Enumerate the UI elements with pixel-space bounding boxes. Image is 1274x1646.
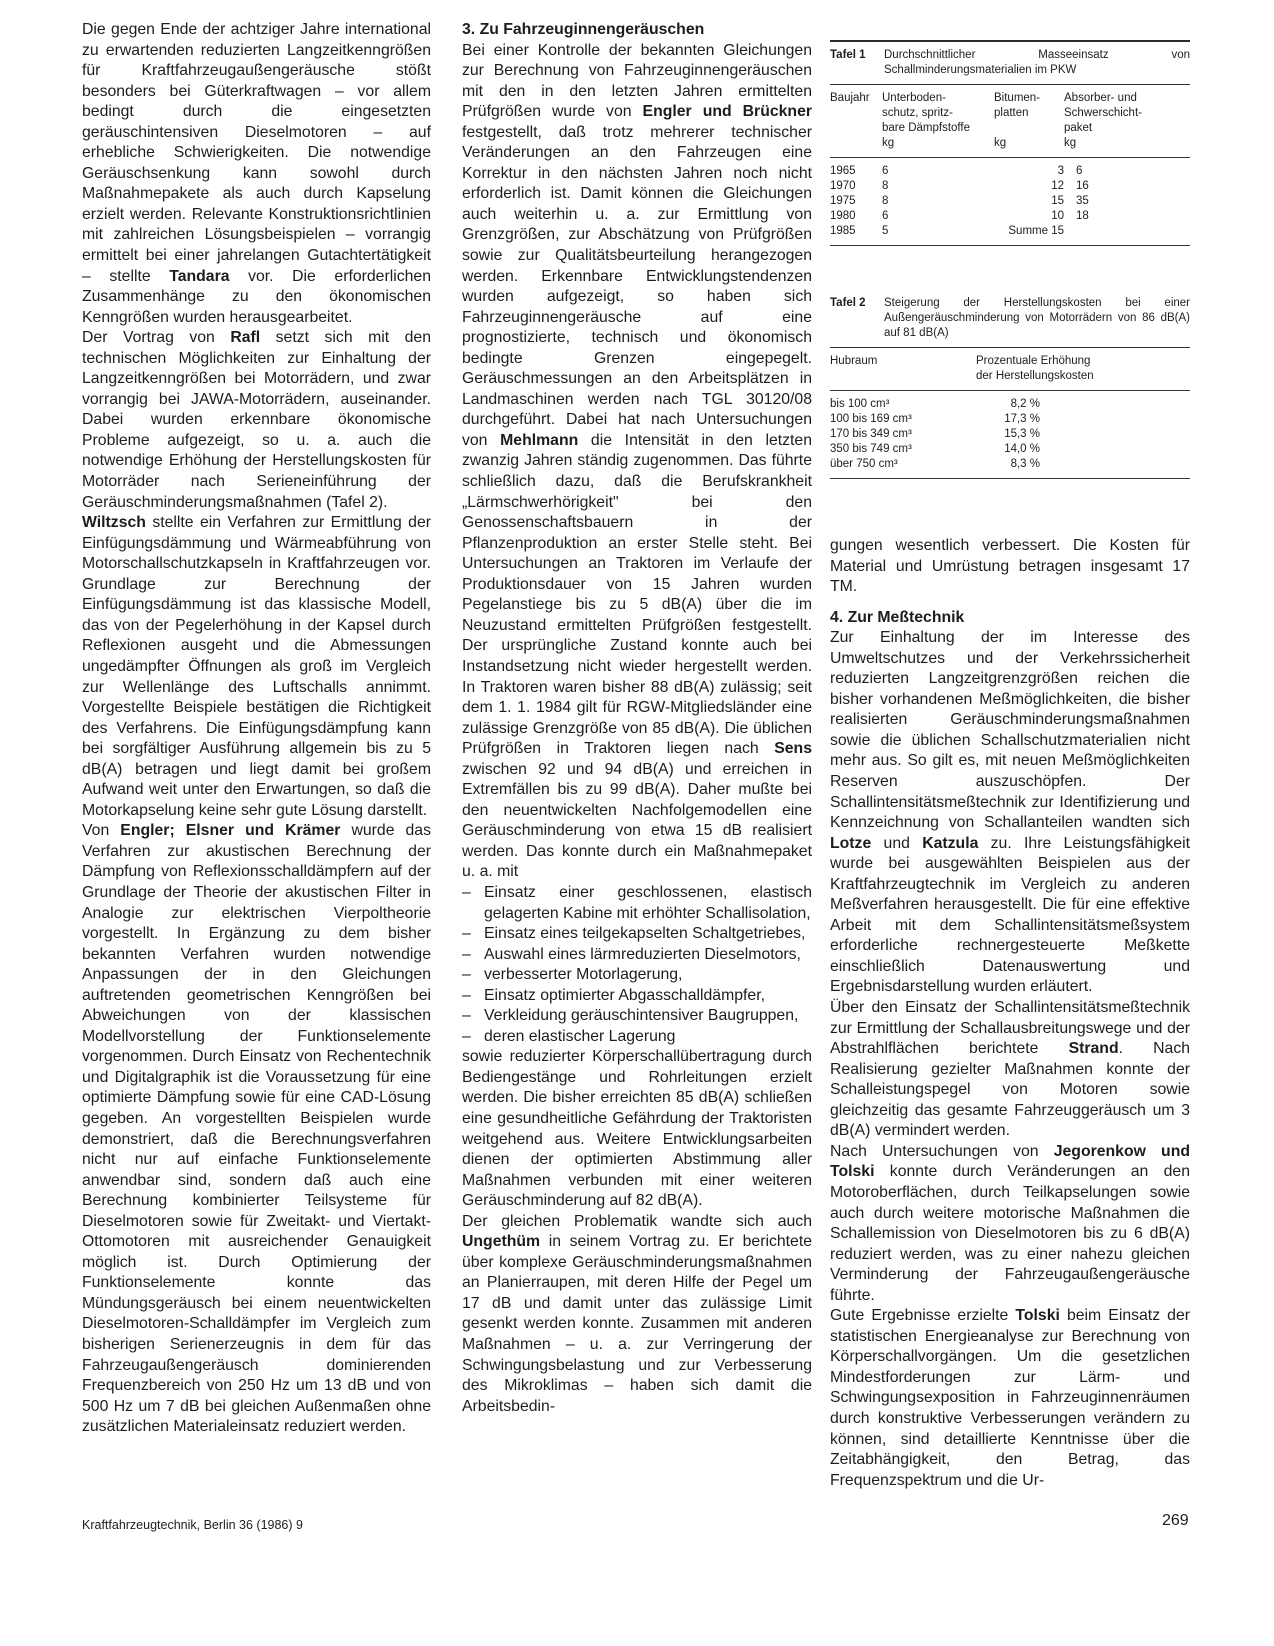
- page-number: 269: [1162, 1512, 1189, 1529]
- table-rule: [830, 157, 1190, 158]
- list-item: – Auswahl eines lärmreduzierten Dieselmotors,: [462, 945, 812, 966]
- list-item: – Verkleidung geräuschintensiver Baugruppen,: [462, 1006, 812, 1027]
- author-name: Jegorenkow und Tolski: [830, 1142, 1191, 1181]
- list-item: – verbesserter Motorlagerung,: [462, 965, 812, 986]
- paragraph: Wiltzsch stellte ein Verfahren zur Ermittlung der Einfügungsdämmung und Wärmeabführung von Motorschallschutzkapseln in Kraftfahrzeugen vor. Grundlage zur Berechnung der Einfügungsdämmung ist das klassische Modell, das von der Pegelerhöhung in der Kapsel durch Reflexionen ausgeht und die Abmessungen ungedämpfter Öffnungen als groß im Vergleich zur Wellenlänge des Luftschalls annimmt. Vorgestellte Beispiele bestätigen die Richtigkeit des Verfahrens. Die Einfügungsdämpfung kann bei sorgfältiger Ausführung allgemein bis zu 5 dB(A) betragen und liegt damit bei großem Aufwand weit unter den Erwartungen, so daß die Motorkapselung keine sehr gute Lösung darstellt.: [82, 514, 431, 819]
- author-name: Lotze: [830, 834, 872, 852]
- section-heading: 3. Zu Fahrzeuginnengeräuschen: [462, 21, 705, 38]
- author-name: Rafl: [230, 329, 261, 347]
- journal-footer: Kraftfahrzeugtechnik, Berlin 36 (1986) 9: [82, 1518, 303, 1532]
- author-name: Katzula: [922, 834, 979, 852]
- paragraph: sowie reduzierter Körperschallübertragung durch Bediengestänge und Rohrleitungen erzielt werden. Die bisher erreichten 85 dB(A) schließen eine gesundheitliche Gefährdung der Traktoristen weitgehend aus. Weitere Entwicklungsarbeiten dienen der optimierten Abstimmung aller Maßnahmen verbunden mit einer weiteren Geräuschminderung auf 82 dB(A).: [462, 1048, 812, 1210]
- table-row: über 750 cm³ 8,3 %: [830, 458, 1040, 470]
- column-header: Unterboden- schutz, spritz- bare Dämpfstoffe kg: [882, 92, 971, 149]
- table-row: 1985 5 Summe 15: [830, 225, 1064, 237]
- table: [830, 354, 1190, 384]
- table-row: 1975 8 15 35: [830, 195, 1089, 207]
- paragraph: gungen wesentlich verbessert. Die Kosten für Material und Umrüstung betragen insgesamt 17 TM.: [830, 537, 1190, 596]
- table-tafel-2: [830, 296, 1190, 485]
- table-label: Tafel 1: [830, 49, 866, 61]
- table-rule: [830, 245, 1190, 246]
- table-row: bis 100 cm³ 8,2 %: [830, 398, 1040, 410]
- author-name: Ungethüm: [462, 1233, 541, 1251]
- table-row: 1970 8 12 16: [830, 180, 1089, 192]
- paragraph: Über den Einsatz der Schallintensitätsmeßtechnik zur Ermittlung der Schallausbreitungswege und der Abstrahlflächen berichtete Strand. Nach Realisierung gezielter Maßnahmen konnte der Schalleistungspegel von Motoren sowie gleichzeitig das gesamte Fahrzeuggeräusch um 3 dB(A) vermindert werden.: [830, 999, 1191, 1140]
- table-header-row: [830, 91, 1190, 151]
- author-name: Engler; Elsner und Krämer: [120, 822, 341, 840]
- table-rule: [830, 40, 1190, 42]
- column-header: Baujahr: [830, 92, 870, 104]
- table-caption: [830, 48, 1190, 78]
- paragraph: Der Vortrag von Rafl setzt sich mit den technischen Möglichkeiten zur Einhaltung der Langzeitkenngrößen bei Motorrädern, und zwar vorrangig bei JAWA-Motorrädern, auseinander. Dabei wurden erkennbare ökonomische Probleme aufgezeigt, so u. a. auch die notwendige Erhöhung der Herstellungskosten für Motorräder nach Serieneinführung der Geräuschminderungsmaßnahmen (Tafel 2).: [82, 329, 431, 511]
- column-header: Prozentuale Erhöhung der Herstellungskosten: [976, 355, 1094, 382]
- author-name: Sens: [774, 740, 812, 758]
- table-header-row: [830, 354, 1190, 384]
- table-caption-text: Durchschnittlicher Masseeinsatz von Schallminderungsmaterialien im PKW: [884, 49, 1190, 76]
- table-body: [830, 397, 1190, 472]
- text-column-2: [462, 20, 812, 1417]
- table-rule: [830, 347, 1190, 348]
- author-name: Tolski: [1015, 1307, 1060, 1325]
- table-body: [830, 164, 1190, 239]
- paragraph: Nach Untersuchungen von Jegorenkow und Tolski konnte durch Veränderungen an den Motoroberflächen, durch Teilkapselungen sowie auch durch weitere motorische Maßnahmen die Schallemission von Dieselmotoren bis zu 6 dB(A) reduziert werden, was zu einer nahezu gleichen Verminderung der Fahrzeugaußengeräusche führte.: [830, 1142, 1191, 1304]
- paragraph: Der gleichen Problematik wandte sich auch Ungethüm in seinem Vortrag zu. Er berichtete über komplexe Geräuschminderungsmaßnahmen an Planierraupen, mit deren Hilfe der Pegel um 17 dB und damit unter das zulässige Limit gesenkt werden konnte. Zusammen mit anderen Maßnahmen – u. a. zur Verringerung der Schwingungsbelastung und zur Verbesserung des Mikroklimas – haben sich damit die Arbeitsbedin-: [462, 1212, 812, 1415]
- text-column-1: [82, 20, 431, 1438]
- list-item: – deren elastischer Lagerung: [462, 1027, 812, 1048]
- list-item: – Einsatz eines teilgekapselten Schaltgetriebes,: [462, 924, 812, 945]
- table-rule: [830, 84, 1190, 85]
- table-row: 100 bis 169 cm³ 17,3 %: [830, 413, 1040, 425]
- column-header: Absorber- und Schwerschicht- paket kg: [1064, 92, 1142, 149]
- measure-list: [462, 883, 812, 1047]
- table-row: 170 bis 349 cm³ 15,3 %: [830, 428, 1040, 440]
- table-row: 350 bis 749 cm³ 14,0 %: [830, 443, 1040, 455]
- table: [830, 91, 1190, 151]
- table-caption-text: Steigerung der Herstellungskosten bei einer Außengeräuschminderung von Motorrädern von 86 dB(A) auf 81 dB(A): [884, 297, 1190, 339]
- column-header: Hubraum: [830, 355, 878, 367]
- paragraph: Die gegen Ende der achtziger Jahre international zu erwartenden reduzierten Langzeitkenngrößen für Kraftfahrzeugaußengeräusche stößt besonders bei Güterkraftwagen – vor allem bedingt durch die eingesetzten geräuschintensiven Dieselmotoren – auf erhebliche Schwierigkeiten. Die notwendige Geräuschsenkung kann sowohl durch Maßnahmepakete als auch durch Kapselung erzielt werden. Relevante Konstruktionsrichtlinien mit zahlreichen Lösungsbeispielen – vorrangig ermittelt bei einer jahrelangen Gutachtertätigkeit – stellte Tandara vor. Die erforderlichen Zusammenhänge zu den ökonomischen Kenngrößen wurden herausgearbeitet.: [82, 21, 431, 326]
- table-tafel-1: [830, 40, 1190, 252]
- author-name: Mehlmann: [500, 431, 579, 449]
- table-row: 1980 6 10 18: [830, 210, 1089, 222]
- author-name: Tandara: [169, 267, 230, 285]
- column-header: Bitumen- platten kg: [994, 92, 1041, 149]
- list-item: – Einsatz optimierter Abgasschalldämpfer,: [462, 986, 812, 1007]
- text-column-3: [830, 536, 1190, 1491]
- author-name: Engler und Brückner: [642, 103, 812, 121]
- paragraph: Zur Einhaltung der im Interesse des Umweltschutzes und der Verkehrssicherheit reduzierten Langzeitgrenzgrößen reichen die bisher vorhandenen Meßmöglichkeiten, die bisher realisierten Geräuschminderungsmaßnahmen sowie die üblichen Schallschutzmaterialien nicht mehr aus. So gilt es, mit neuen Meßmöglichkeiten Reserven auszuschöpfen. Der Schallintensitätsmeßtechnik zur Identifizierung und Kennzeichnung von Schallanteilen wandten sich Lotze und Katzula zu. Ihre Leistungsfähigkeit wurde bei ausgewählten Beispielen aus der Kraftfahrzeugtechnik im Vergleich zu anderen Meßverfahren herausgestellt. Die für eine effektive Arbeit mit dem Schallintensitätsmeßsystem erforderliche rechnergesteuerte Meßkette einschließlich Datenauswertung und Ergebnisdarstellung wurden erläutert.: [830, 629, 1190, 996]
- paragraph: Bei einer Kontrolle der bekannten Gleichungen zur Berechnung von Fahrzeuginnengeräuschen mit den in den letzten Jahren ermittelten Prüfgrößen wurde von Engler und Brückner festgestellt, daß trotz mehrerer technischer Veränderungen an den Fahrzeugen eine Korrektur in den nächsten Jahren noch nicht erforderlich ist. Damit können die Gleichungen auch weiterhin u. a. zur Ermittlung von Grenzgrößen, zur Abschätzung von Prüfgrößen sowie zur Qualitätsbeurteilung herangezogen werden. Erkennbare Entwicklungstendenzen wurden aufgezeigt, so haben sich Fahrzeuginnengeräusche auf eine prognostizierte, technisch und ökonomisch bedingte Grenzen eingepegelt. Geräuschmessungen an den Arbeitsplätzen in Landmaschinen werden nach TGL 30120/08 durchgeführt. Dabei hat nach Untersuchungen von Mehlmann die Intensität in den letzten zwanzig Jahren ständig zugenommen. Das führte schließlich dazu, daß die Berufskrankheit „Lärmschwerhörigkeit" bei den Genossenschaftsbauern in der Pflanzenproduktion an erster Stelle steht. Bei Untersuchungen an Traktoren im Verlaufe der Produktionsdauer von 15 Jahren wurden Pegelanstiege bis zu 5 dB(A) über die im Neuzustand ermittelten Prüfgrößen festgestellt. Der ursprüngliche Zustand konnte auch bei Instandsetzung nicht wieder hergestellt werden. In Traktoren waren bisher 88 dB(A) zulässig; seit dem 1. 1. 1984 gilt für RGW-Mitgliedsländer eine zulässige Grenzgröße von 85 dB(A). Die üblichen Prüfgrößen in Traktoren liegen nach Sens zwischen 92 und 94 dB(A) und erreichen in Extremfällen bis zu 99 dB(A). Daher mußte bei den neuentwickelten Nachfolgemodellen eine Geräuschminderung von etwa 15 dB realisiert werden. Das konnte durch ein Maßnahmepaket u. a. mit: [462, 41, 812, 881]
- paragraph: Gute Ergebnisse erzielte Tolski beim Einsatz der statistischen Energieanalyse zur Berechnung von Körperschallvorgängen. Um die gesetzlichen Mindestforderungen zur Lärm- und Schwingungsexposition in Fahrzeuginnenräumen durch konstruktive Verbesserungen verändern zu können, sind detaillierte Kenntnisse über die Zeitabhängigkeit, den Betrag, das Frequenzspektrum und die Ur-: [830, 1307, 1190, 1489]
- list-item: – Einsatz einer geschlossenen, elastisch gelagerten Kabine mit erhöhter Schallisolation,: [462, 883, 812, 924]
- table-label: Tafel 2: [830, 297, 866, 309]
- author-name: Wiltzsch: [82, 514, 146, 532]
- table-rule: [830, 478, 1190, 479]
- table-row: 1965 6 3 6: [830, 165, 1083, 177]
- section-heading: 4. Zur Meßtechnik: [830, 608, 965, 626]
- author-name: Strand: [1068, 1040, 1119, 1058]
- table-caption: [830, 296, 1190, 341]
- paragraph: Von Engler; Elsner und Krämer wurde das Verfahren zur akustischen Berechnung der Dämpfung von Reflexionsschalldämpfern auf der Grundlage der Theorie der akustischen Filter in Analogie zur elektrischen Vierpoltheorie vorgestellt. In Ergänzung zu dem bisher bekannten Verfahren wurden notwendige Anpassungen der in den Gleichungen auftretenden geometrischen Kenngrößen bei Abweichungen von der klassischen Modellvorstellung der Funktionselemente vorgenommen. Durch Einsatz von Rechentechnik und Digitalgraphik ist die Voraussetzung für eine optimierte Dämpfung sowie für eine CAD-Lösung gegeben. An vorgestellten Beispielen wurde demonstriert, daß die Berechnungsverfahren nicht nur auf einfache Funktionselemente anwendbar sind, sondern daß auch eine Berechnung kombinierter Teilsysteme für Dieselmotoren sowie für Zweitakt- und Viertakt-Ottomotoren mit ausreichender Genauigkeit möglich ist. Durch Optimierung der Funktionselemente konnte das Mündungsgeräusch bei einem neuentwickelten Dieselmotoren-Schalldämpfer im Vergleich zum bisherigen Serienerzeugnis in dem für das Fahrzeugaußengeräusch dominierenden Frequenzbereich von 250 Hz um 13 dB und von 500 Hz um 7 dB bei gleichen Außenmaßen ohne zusätzlichen Materialeinsatz reduziert werden.: [82, 822, 431, 1436]
- table-rule: [830, 390, 1190, 391]
